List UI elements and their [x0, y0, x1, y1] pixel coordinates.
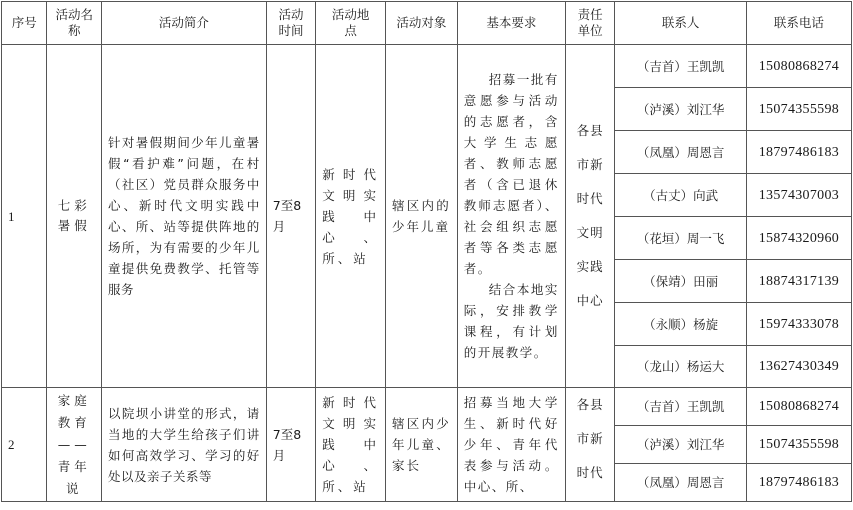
contact-person: （凤凰）周恩言 [615, 131, 746, 174]
header-intro: 活动简介 [102, 2, 267, 45]
contact-person: （花垣）周一飞 [615, 217, 746, 260]
header-place: 活动地点 [316, 2, 386, 45]
requirement-paragraph: 招募一批有意愿参与活动的志愿者，含大学生志愿者、教师志愿者（含已退休教师志愿者）、社会组织志愿者等各类志愿者。 [463, 72, 559, 276]
activity-name: 七彩暑假 [47, 45, 102, 388]
volunteer-activity-table [1, 1, 852, 502]
contact-phone: 13627430349 [746, 346, 851, 388]
contact-person: （古丈）向武 [615, 174, 746, 217]
responsible-unit: 各县市新时代文明实践中心 [565, 45, 615, 388]
header-phone: 联系电话 [746, 2, 851, 45]
activity-place: 新时代文明实践中心、所、站 [316, 45, 386, 388]
contact-phone: 15074355598 [746, 426, 851, 464]
activity-intro: 以院坝小讲堂的形式，请当地的大学生给孩子们讲如何高效学习、学习的好处以及亲子关系等 [102, 388, 267, 502]
header-row [2, 2, 852, 45]
contact-person: （吉首）王凯凯 [615, 388, 746, 426]
contact-person: （永顺）杨旋 [615, 303, 746, 346]
header-time: 活动时间 [266, 2, 316, 45]
contact-phone: 18797486183 [746, 131, 851, 174]
contact-person: （吉首）王凯凯 [615, 45, 746, 88]
contact-phone: 15074355598 [746, 88, 851, 131]
header-no: 序号 [2, 2, 47, 45]
header-contact: 联系人 [615, 2, 746, 45]
row-no: 2 [2, 388, 47, 502]
activity-target: 辖区内的少年儿童 [386, 45, 458, 388]
contact-person: （保靖）田丽 [615, 260, 746, 303]
activity-time: 7至8月 [266, 388, 316, 502]
contact-phone: 15974333078 [746, 303, 851, 346]
requirement-paragraph: 结合本地实际，安排教学课程，有计划的开展教学。 [463, 282, 559, 360]
contact-person: （泸溪）刘江华 [615, 88, 746, 131]
contact-phone: 18797486183 [746, 464, 851, 502]
responsible-unit: 各县市新时代 [565, 388, 615, 502]
contact-phone: 15874320960 [746, 217, 851, 260]
contact-phone: 18874317139 [746, 260, 851, 303]
activity-intro: 针对暑假期间少年儿童暑假“看护难”问题，在村（社区）党员群众服务中心、新时代文明实践中心、所、站等提供阵地的场所，为有需要的少年儿童提供免费教学、托管等服务 [102, 45, 267, 388]
contact-phone: 15080868274 [746, 45, 851, 88]
header-target: 活动对象 [386, 2, 458, 45]
table-row [2, 388, 852, 426]
header-name: 活动名称 [47, 2, 102, 45]
header-requirement: 基本要求 [457, 2, 565, 45]
activity-time: 7至8月 [266, 45, 316, 388]
row-no: 1 [2, 45, 47, 388]
activity-target: 辖区内少年儿童、家长 [386, 388, 458, 502]
contact-phone: 13574307003 [746, 174, 851, 217]
contact-phone: 15080868274 [746, 388, 851, 426]
activity-requirement [457, 45, 565, 388]
contact-person: （龙山）杨运大 [615, 346, 746, 388]
contact-person: （凤凰）周恩言 [615, 464, 746, 502]
activity-requirement: 招募当地大学生、新时代好少年、青年代表参与活动。中心、所、 [457, 388, 565, 502]
contact-person: （泸溪）刘江华 [615, 426, 746, 464]
activity-place: 新时代文明实践中心、所、站 [316, 388, 386, 502]
table-row [2, 45, 852, 88]
header-unit: 责任单位 [565, 2, 615, 45]
activity-name: 家庭教育——青年说 [47, 388, 102, 502]
